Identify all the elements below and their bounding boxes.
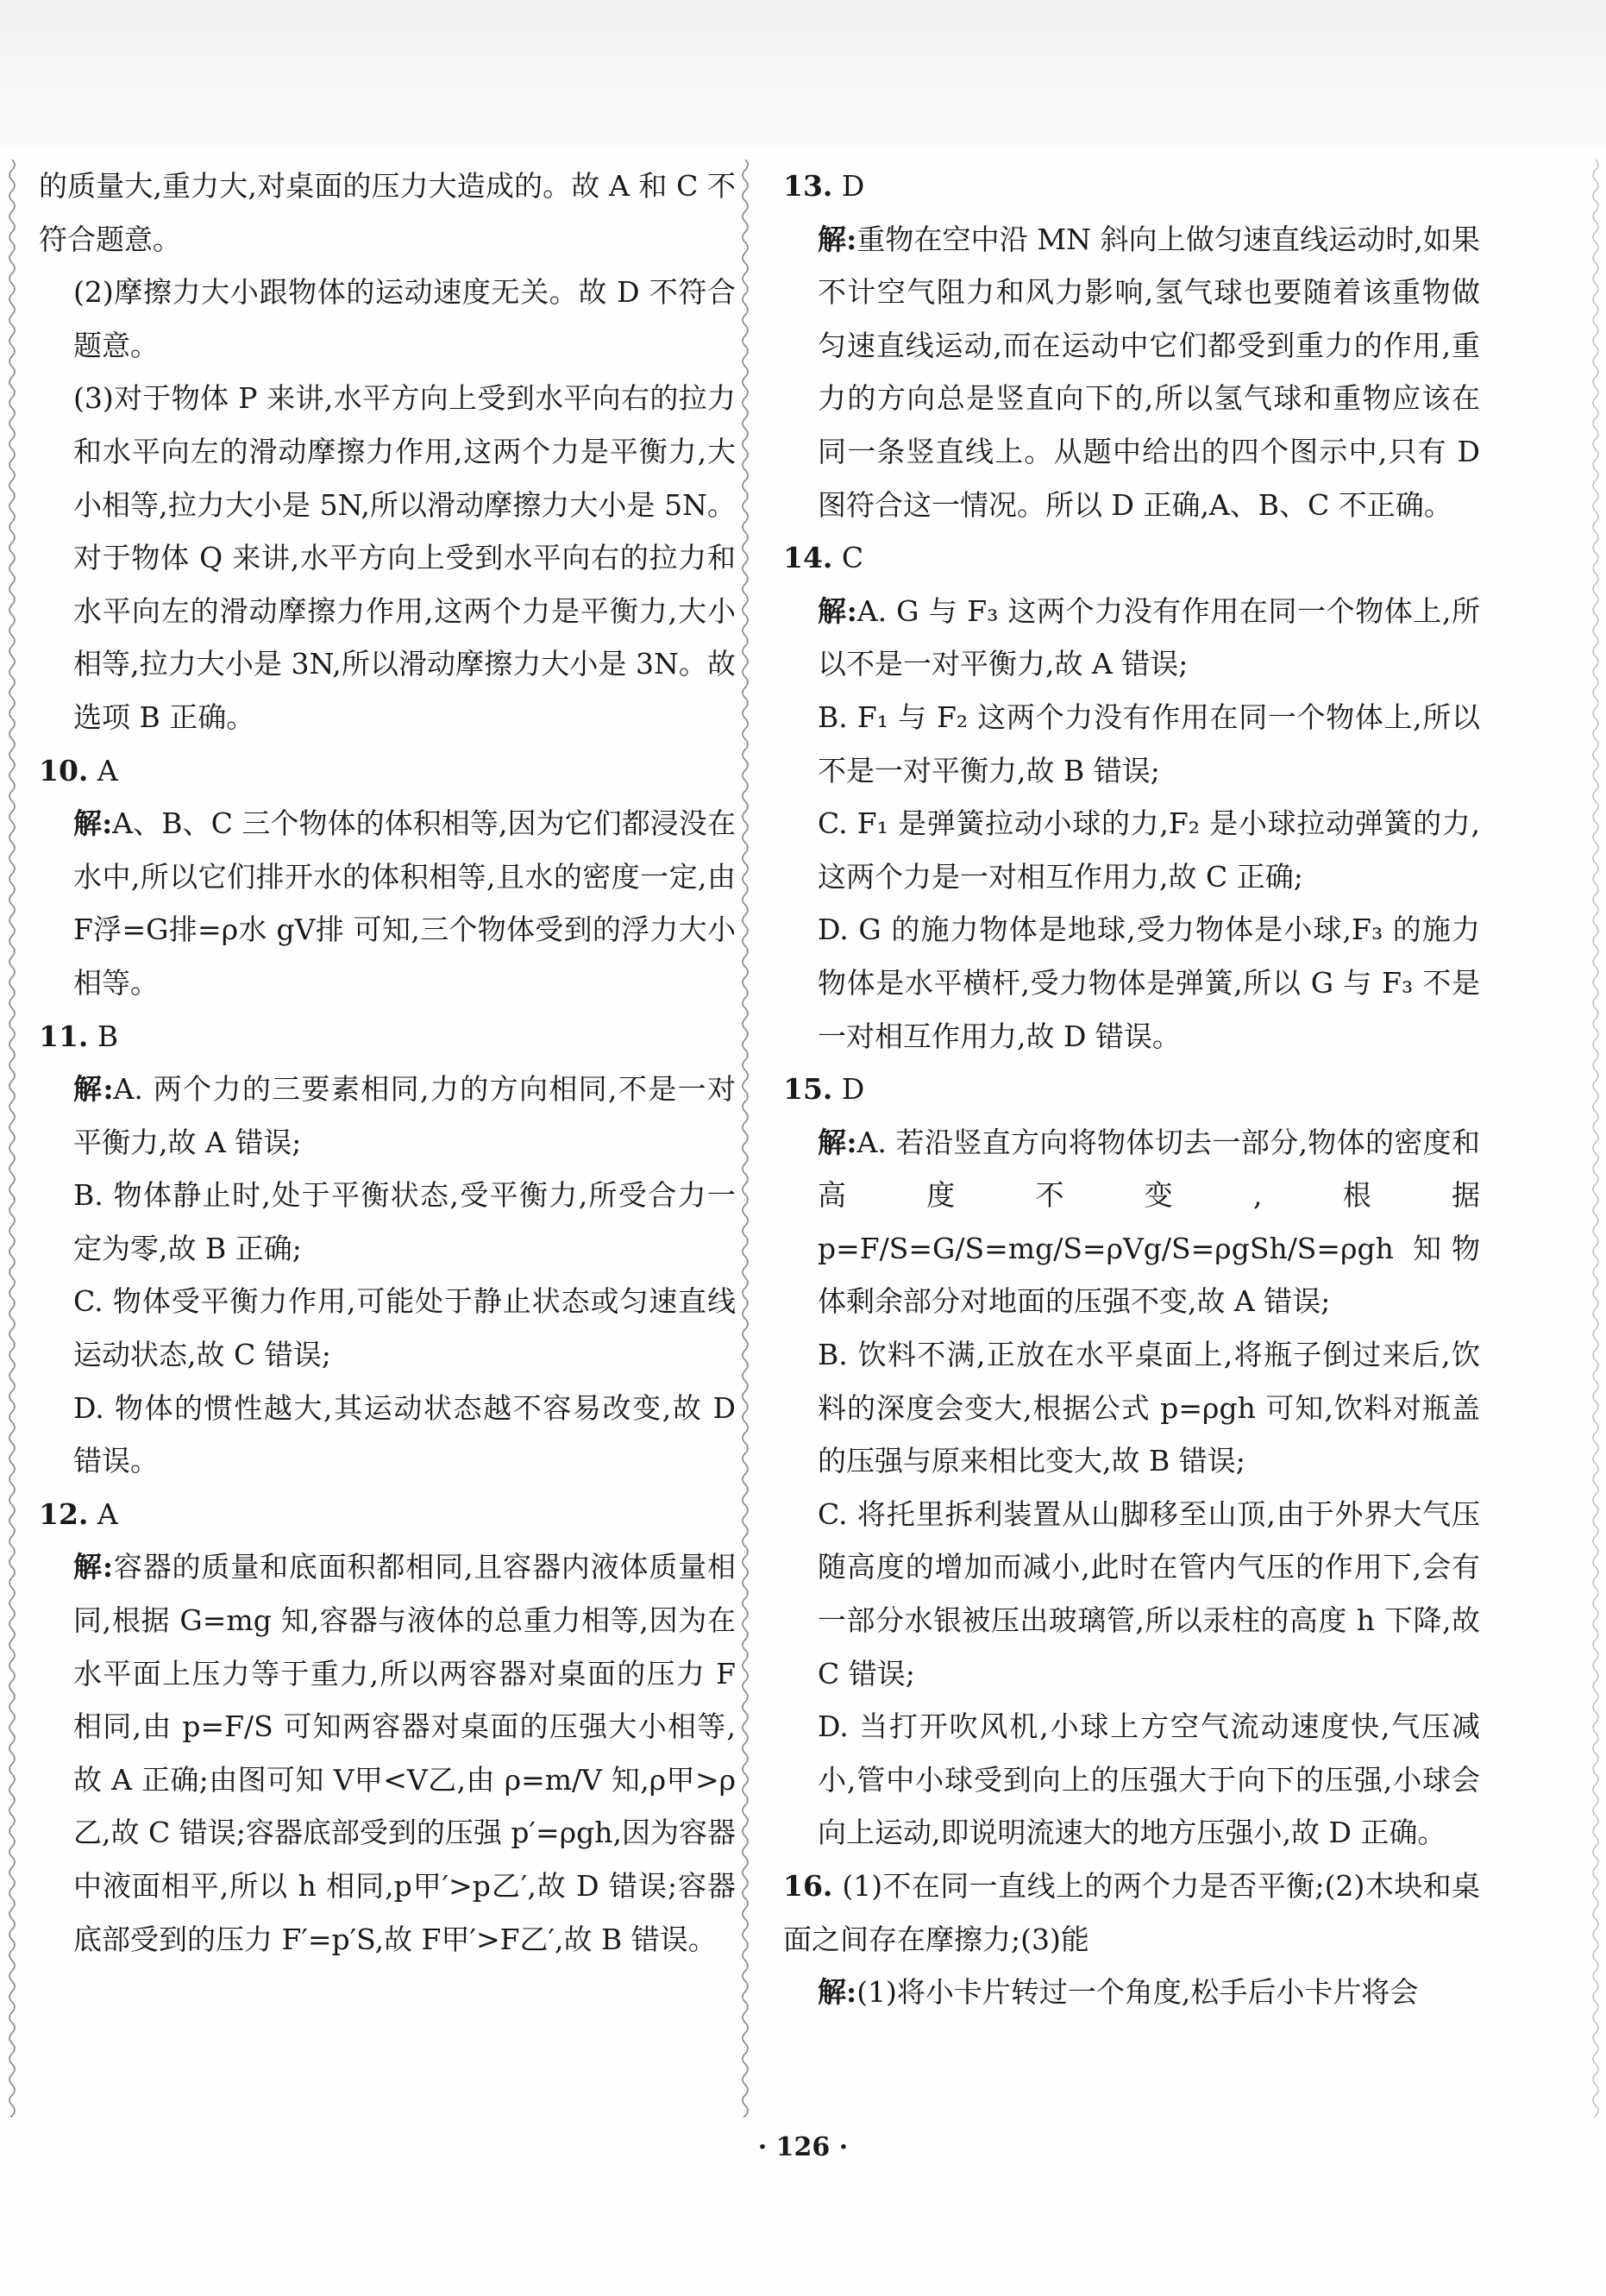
solution-14-d: D. G 的施力物体是地球,受力物体是小球,F₃ 的施力物体是水平横杆,受力物体是弹簧,所以 G 与 F₃ 不是一对相互作用力,故 D 错误。 (818, 913, 1480, 1053)
solution-label: 解: (73, 806, 113, 841)
solution-11-a: 解:A. 两个力的三要素相同,力的方向相同,不是一对平衡力,故 A 错误; (73, 1072, 736, 1159)
solution-15-a: 解:A. 若沿竖直方向将物体切去一部分,物体的密度和高度不变,根据 p=F/S=G/S=mg/S=ρVg/S=ρgSh/S=ρgh 知物体剩余部分对地面的压强不变,故 A 错误; (818, 1125, 1480, 1319)
page-number: · 126 · (757, 2132, 849, 2162)
solution-12: 解:容器的质量和底面积都相同,且容器内液体质量相同,根据 G=mg 知,容器与液体的总重力相等,因为在水平面上压力等于重力,所以两容器对桌面的压力 F 相同,由 p=F/S 可知两容器对桌面的压强大小相等,故 A 正确;由图可知 V甲<V乙,由 ρ=m/V 知,ρ甲>ρ乙,故 C 错误;容器底部受到的压强 p′=ρgh,因为容器中液面相平,所以 h 相同,p甲′>p乙′,故 D 错误;容器底部受到的压力 F′=p′S,故 F甲′>F乙′,故 B 错误。 (73, 1550, 736, 1956)
question-number: 14. (783, 541, 833, 575)
solution-14-c: C. F₁ 是弹簧拉动小球的力,F₂ 是小球拉动弹簧的力,这两个力是一对相互作用力,故 C 正确; (818, 806, 1480, 894)
solution-13: 解:重物在空中沿 MN 斜向上做匀速直线运动时,如果不计空气阻力和风力影响,氢气球也要随着该重物做匀速直线运动,而在运动中它们都受到重力的作用,重力的方向总是竖直向下的,所以氢气球和重物应该在同一条竖直线上。从题中给出的四个图示中,只有 D 图符合这一情况。所以 D 正确,A、B、C 不正确。 (818, 222, 1480, 522)
solution-15-d: D. 当打开吹风机,小球上方空气流动速度快,气压减小,管中小球受到向上的压强大于向下的压强,小球会向上运动,即说明流速大的地方压强小,故 D 正确。 (818, 1709, 1480, 1850)
solution-14-b: B. F₁ 与 F₂ 这两个力没有作用在同一个物体上,所以不是一对平衡力,故 B 错误; (818, 699, 1480, 787)
para-continuation: 的质量大,重力大,对桌面的压力大造成的。故 A 和 C 不符合题意。 (39, 169, 736, 256)
solution-label: 解: (818, 1975, 857, 2010)
solution-14-a: 解:A. G 与 F₃ 这两个力没有作用在同一个物体上,所以不是一对平衡力,故 A 错误; (818, 593, 1480, 681)
solution-label: 解: (818, 222, 857, 256)
right-margin-wavy-rule (1589, 160, 1603, 2117)
solution-label: 解: (73, 1550, 114, 1584)
solution-11-c: C. 物体受平衡力作用,可能处于静止状态或匀速直线运动状态,故 C 错误; (73, 1284, 736, 1372)
answer-letter: D (841, 169, 865, 203)
question-number: 10. (39, 753, 89, 787)
solution-label: 解: (73, 1072, 114, 1107)
scan-top-band (0, 0, 1606, 147)
question-15-header (783, 1063, 1480, 1116)
right-column (783, 160, 1480, 2019)
answer-text: (1)不在同一直线上的两个力是否平衡;(2)木块和桌面之间存在摩擦力;(3)能 (783, 1869, 1481, 1956)
question-number: 13. (783, 169, 833, 203)
question-number: 12. (39, 1496, 89, 1531)
question-11-header (39, 1010, 736, 1063)
para-point-2: (2)摩擦力大小跟物体的运动速度无关。故 D 不符合题意。 (73, 275, 736, 362)
solution-label: 解: (818, 1125, 857, 1159)
solution-10: 解:A、B、C 三个物体的体积相等,因为它们都浸没在水中,所以它们排开水的体积相等,且水的密度一定,由 F浮=G排=ρ水 gV排 可知,三个物体受到的浮力大小相等。 (73, 806, 736, 1000)
column-divider-wavy-rule (738, 160, 752, 2117)
left-column (39, 160, 736, 1966)
left-margin-wavy-rule (5, 160, 19, 2117)
solution-label: 解: (818, 593, 857, 628)
question-13-header (783, 160, 1480, 213)
answer-letter: D (841, 1072, 865, 1107)
question-number: 11. (39, 1019, 89, 1053)
solution-11-b: B. 物体静止时,处于平衡状态,受平衡力,所受合力一定为零,故 B 正确; (73, 1178, 736, 1265)
answer-letter: A (97, 1496, 118, 1531)
question-12-header (39, 1488, 736, 1541)
question-10-header (39, 744, 736, 798)
answer-letter: A (97, 753, 118, 787)
question-14-header (783, 531, 1480, 585)
solution-15-c: C. 将托里拆利装置从山脚移至山顶,由于外界大气压随高度的增加而减小,此时在管内气压的作用下,会有一部分水银被压出玻璃管,所以汞柱的高度 h 下降,故 C 错误; (818, 1496, 1480, 1691)
para-point-3: (3)对于物体 P 来讲,水平方向上受到水平向右的拉力和水平向左的滑动摩擦力作用,这两个力是平衡力,大小相等,拉力大小是 5N,所以滑动摩擦力大小是 5N。对于物体 Q 来讲,水平方向上受到水平向右的拉力和水平向左的滑动摩擦力作用,这两个力是平衡力,大小相等,拉力大小是 3N,所以滑动摩擦力大小是 3N。故选项 B 正确。 (73, 381, 736, 734)
solution-11-d: D. 物体的惯性越大,其运动状态越不容易改变,故 D 错误。 (73, 1390, 736, 1478)
question-16-header (783, 1860, 1480, 1966)
question-number: 16. (783, 1869, 833, 1903)
answer-letter: C (841, 541, 864, 575)
solution-15-b: B. 饮料不满,正放在水平桌面上,将瓶子倒过来后,饮料的深度会变大,根据公式 p=ρgh 可知,饮料对瓶盖的压强与原来相比变大,故 B 错误; (818, 1338, 1480, 1478)
question-number: 15. (783, 1072, 833, 1107)
solution-16: 解:(1)将小卡片转过一个角度,松手后小卡片将会 (818, 1975, 1419, 2010)
answer-letter: B (97, 1019, 119, 1053)
